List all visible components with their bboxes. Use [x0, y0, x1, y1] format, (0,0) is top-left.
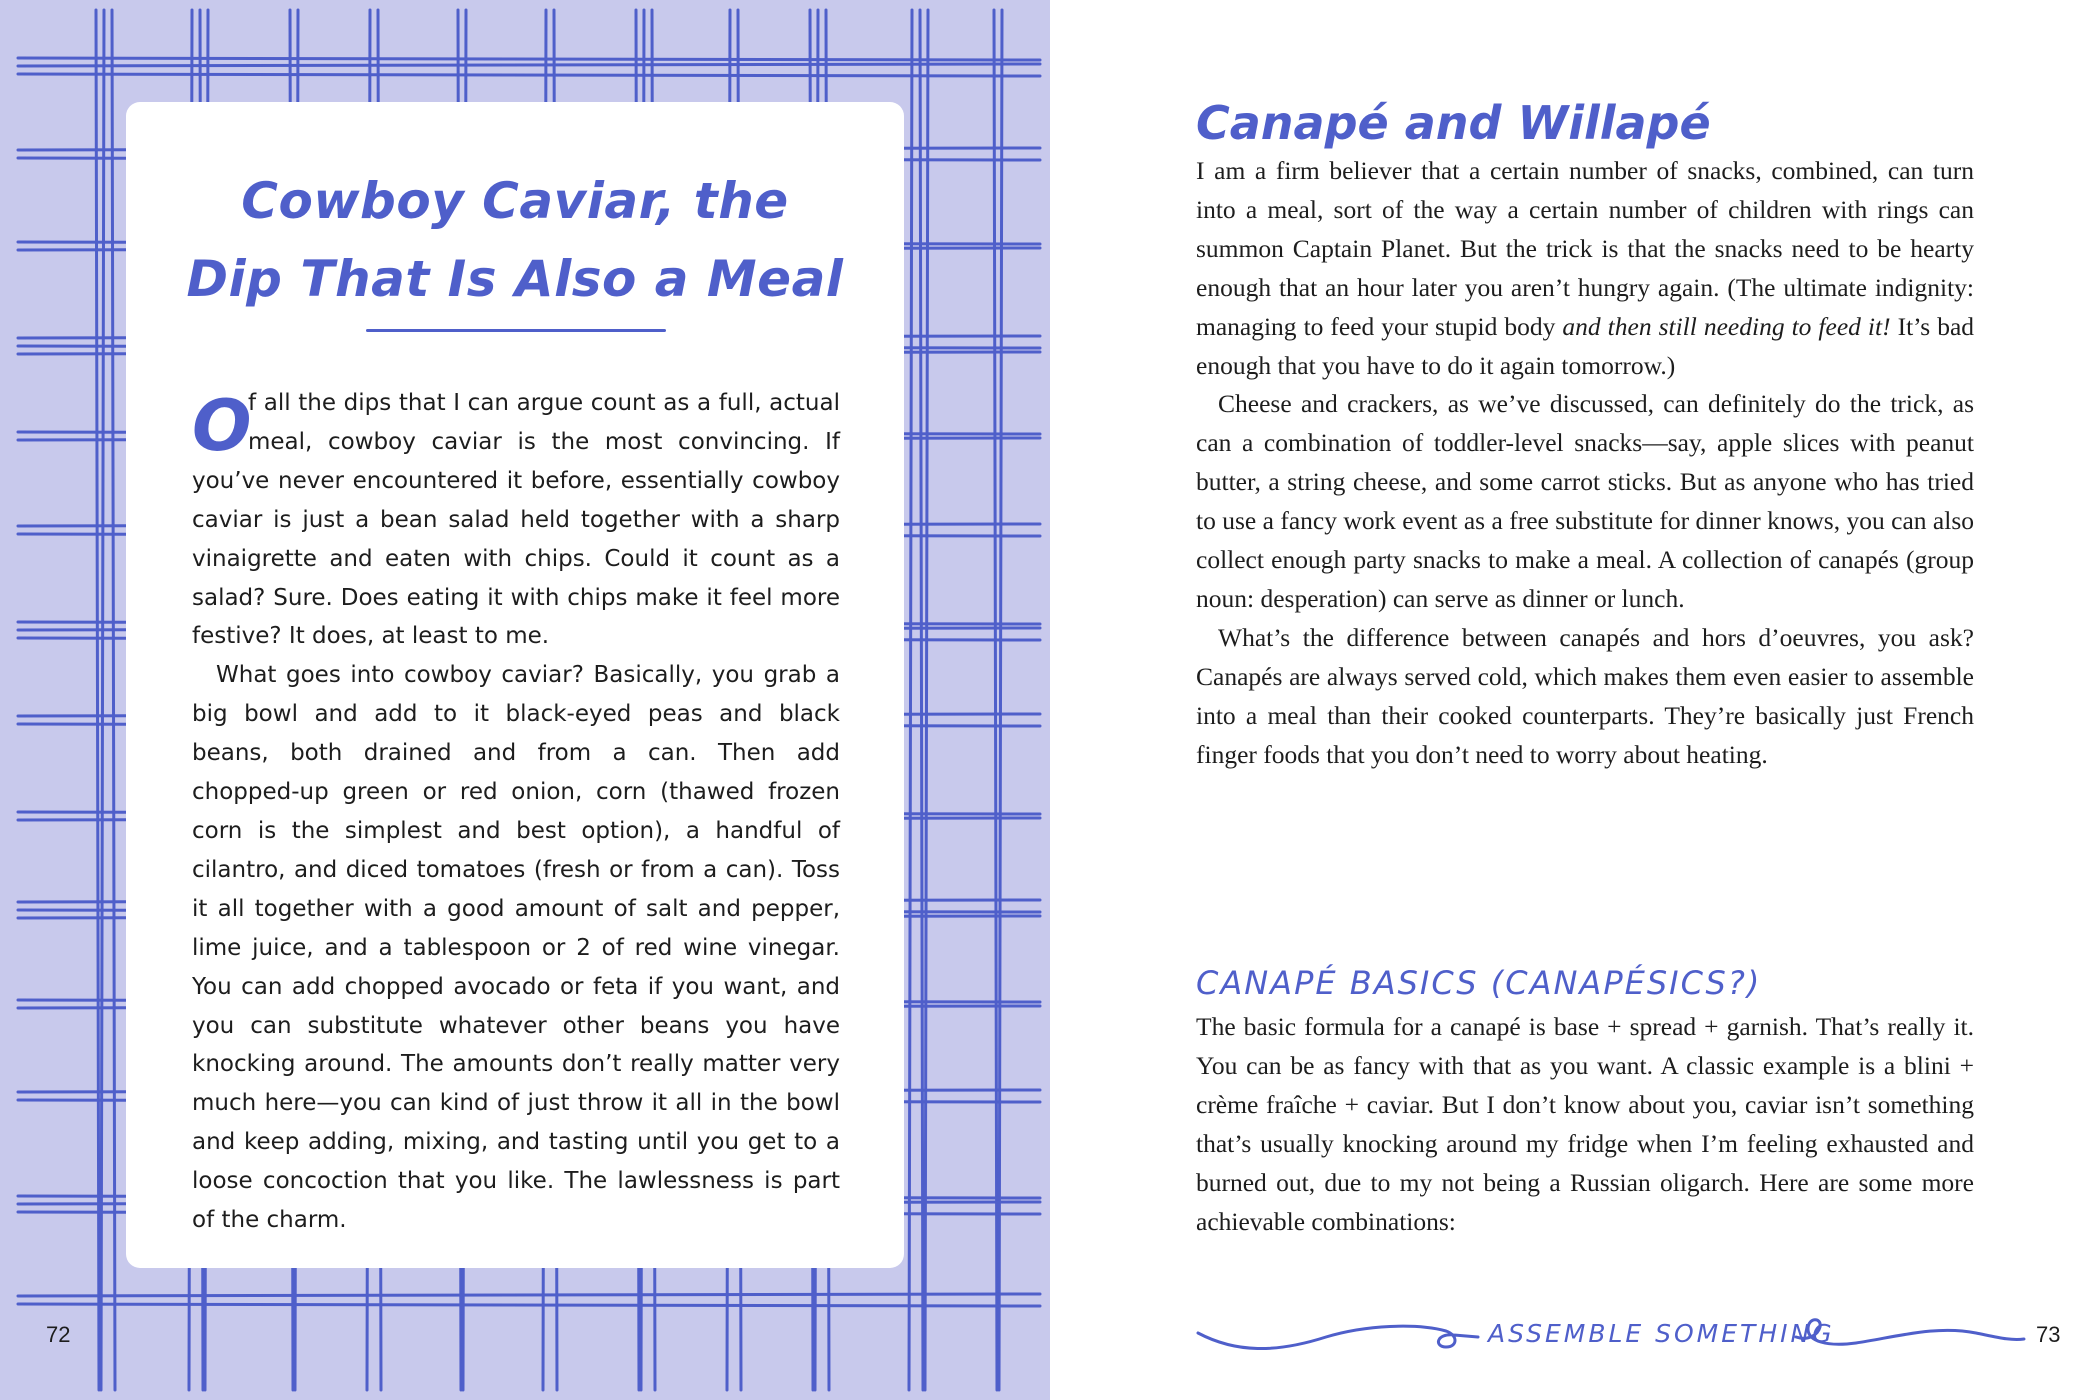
card-title-line-2: Dip That Is Also a Meal: [186, 250, 844, 308]
title-underline: [366, 329, 666, 332]
card-paragraph-2: What goes into cowboy caviar? Basically, you grab a big bowl and add to it black-eyed peas and black beans, both drained and from a can. Then add chopped-up green or red onion, corn (thawed frozen corn is the simplest and best option), a handful of cilantro, and diced tomatoes (fresh or from a can). Toss it all together with a good amount of salt and pepper, lime juice, and a tablespoon or 2 of red wine vinegar. You can add chopped avocado or feta if you want, and you can substitute whatever other beans you have knocking around. The amounts don’t really matter very much here—you can kind of just throw it all in the bowl and keep adding, mixing, and tasting until you get to a loose concoction that you like. The lawlessness is part of the charm.: [192, 662, 840, 1234]
subheading: CANAPÉ BASICS (CANAPÉSICS?): [1196, 964, 1762, 1002]
drop-cap: O: [192, 385, 252, 467]
section-paragraph-1-text-a: I am a firm believer that a certain number of snacks, combined, can turn into a meal, sort of the way a certain number of children with rings can summon Captain Planet. But the trick is that the snacks need to be hearty enough that an hour later you aren’t hungry again. (The ultimate indignity: managing to feed your stupid body: [1196, 156, 1974, 341]
subsection-paragraph-1: The basic formula for a canapé is base + spread + garnish. That’s really it. You can be as fancy with that as you want. A classic example is a blini + crème fraîche + caviar. But I don’t know about you, caviar isn’t something that’s usually knocking around my fridge when I’m feeling exhausted and burned out, due to my not being a Russian oligarch. Here are some more achievable combinations:: [1196, 1012, 1974, 1236]
footer-label: ASSEMBLE SOMETHING: [1488, 1319, 1835, 1348]
section-title: Canapé and Willapé: [1196, 96, 1711, 150]
section-paragraph-1-text-b: It’s bad enough that you have to do it again tomorrow.): [1196, 311, 1975, 380]
section-paragraph-3: What’s the difference between canapés and hors d’oeuvres, you ask? Canapés are always served cold, which makes them even easier to assemble into a meal than their cooked counterparts. They’re basically just French finger foods that you don’t need to worry about heating.: [1196, 622, 1974, 769]
section-paragraph-2: Cheese and crackers, as we’ve discussed, can definitely do the trick, as can a combination of toddler-level snacks—say, apple slices with peanut butter, a string cheese, and some carrot sticks. But as anyone who has tried to use a fancy work event as a free substitute for dinner knows, you can also collect enough party snacks to make a meal. A collection of canapés (group noun: desperation) can serve as dinner or lunch.: [1196, 389, 1974, 613]
section-paragraph-1-emphasis: and then still needing to feed it!: [1562, 311, 1891, 341]
card-title-line-1: Cowboy Caviar, the: [241, 172, 789, 230]
recipe-card: [126, 102, 904, 1268]
running-footer: [1196, 1305, 2026, 1365]
card-title: [126, 162, 904, 318]
subsection-body: [1196, 1008, 1974, 1241]
card-paragraph-1: [192, 384, 840, 656]
section-paragraph-1: [1196, 152, 1974, 385]
page-number-right: 73: [2036, 1322, 2061, 1347]
section-body: [1196, 152, 1974, 775]
card-body: [192, 384, 840, 1240]
right-page: [1050, 0, 2100, 1400]
page-number-left: 72: [46, 1322, 71, 1347]
card-paragraph-1-text: f all the dips that I can argue count as a full, actual meal, cowboy caviar is the most convincing. If you’ve never encountered it before, essentially cowboy caviar is just a bean salad held together with a sharp vinaigrette and eaten with chips. Could it count as a salad? Sure. Does eating it with chips make it feel more festive? It does, at least to me.: [192, 390, 840, 650]
